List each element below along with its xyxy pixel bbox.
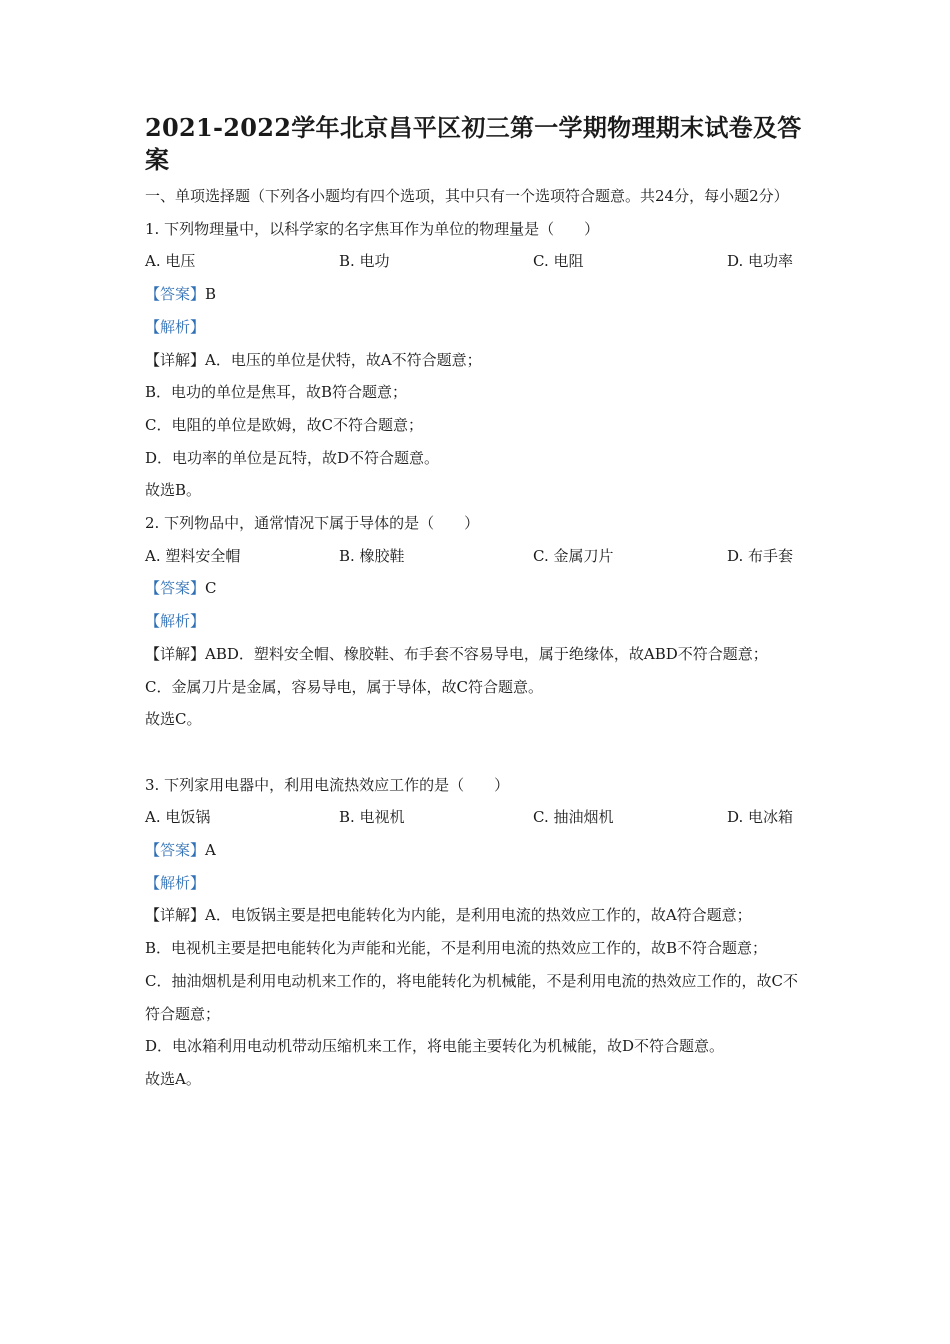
analysis-tag: 【解析】 [145, 873, 206, 892]
option-c: C. 金属刀片 [533, 546, 614, 565]
document-page [145, 112, 810, 1096]
question-stem: 2. 下列物品中，通常情况下属于导体的是（ ） [145, 514, 480, 533]
detail-line: C．电阻的单位是欧姆，故C不符合题意； [145, 415, 423, 434]
analysis-tag: 【解析】 [145, 317, 206, 336]
option-b: B. 橡胶鞋 [339, 546, 405, 565]
answer-line [145, 278, 810, 311]
answer-line [145, 834, 810, 867]
answer-tag: 【答案】 [145, 579, 206, 598]
detail-text: A．电饭锅主要是把电能转化为内能，是利用电流的热效应工作的，故A符合题意； [205, 906, 752, 925]
detail-line [145, 638, 810, 671]
option-a: A. 电饭锅 [145, 808, 211, 827]
question-options [145, 245, 810, 278]
detail-line: B．电功的单位是焦耳，故B符合题意； [145, 383, 408, 402]
detail-tag: 【详解】 [145, 350, 206, 369]
detail-text: A．电压的单位是伏特，故A不符合题意； [205, 350, 482, 369]
document-title [145, 112, 810, 176]
option-b: B. 电视机 [339, 808, 405, 827]
question-2 [145, 507, 810, 736]
detail-line [145, 344, 810, 377]
question-stem: 3. 下列家用电器中，利用电流热效应工作的是（ ） [145, 775, 510, 794]
option-d: D. 布手套 [727, 546, 794, 565]
detail-line [145, 899, 810, 932]
title-line-2: 案 [145, 145, 170, 174]
question-stem: 1. 下列物理量中，以科学家的名字焦耳作为单位的物理量是（ ） [145, 219, 600, 238]
answer-line [145, 572, 810, 605]
detail-line: B．电视机主要是把电能转化为声能和光能，不是利用电流的热效应工作的，故B不符合题意； [145, 939, 768, 958]
analysis-tag: 【解析】 [145, 612, 206, 631]
blank-line [145, 736, 810, 769]
answer-value: C [205, 579, 217, 598]
section-intro: 一、单项选择题（下列各小题均有四个选项，其中只有一个选项符合题意。共24分，每小题2分） [145, 187, 789, 205]
option-d: D. 电功率 [727, 252, 794, 271]
option-c: C. 电阻 [533, 252, 584, 271]
detail-tag: 【详解】 [145, 906, 206, 925]
detail-text: ABD．塑料安全帽、橡胶鞋、布手套不容易导电，属于绝缘体，故ABD不符合题意； [205, 644, 768, 663]
option-d: D. 电冰箱 [727, 808, 794, 827]
option-c: C. 抽油烟机 [533, 808, 614, 827]
question-options [145, 801, 810, 834]
detail-line: D．电功率的单位是瓦特，故D不符合题意。 [145, 448, 440, 467]
conclusion-line: 故选B。 [145, 481, 202, 500]
conclusion-line: 故选A。 [145, 1069, 201, 1088]
option-a: A. 塑料安全帽 [145, 546, 241, 565]
detail-line: C．金属刀片是金属，容易导电，属于导体，故C符合题意。 [145, 677, 543, 696]
question-1 [145, 213, 810, 507]
question-3 [145, 769, 810, 1096]
answer-value: B [205, 285, 217, 304]
title-line-1: 2021-2022学年北京昌平区初三第一学期物理期末试卷及答 [145, 113, 802, 142]
option-b: B. 电功 [339, 252, 390, 271]
answer-tag: 【答案】 [145, 841, 206, 860]
conclusion-line: 故选C。 [145, 710, 202, 729]
option-a: A. 电压 [145, 252, 196, 271]
answer-tag: 【答案】 [145, 285, 206, 304]
question-options [145, 540, 810, 573]
answer-value: A [205, 841, 216, 860]
detail-tag: 【详解】 [145, 644, 206, 663]
detail-line: C．抽油烟机是利用电动机来工作的，将电能转化为机械能，不是利用电流的热效应工作的，故C不符合题意； [145, 971, 798, 1023]
detail-line: D．电冰箱利用电动机带动压缩机来工作，将电能主要转化为机械能，故D不符合题意。 [145, 1037, 725, 1056]
